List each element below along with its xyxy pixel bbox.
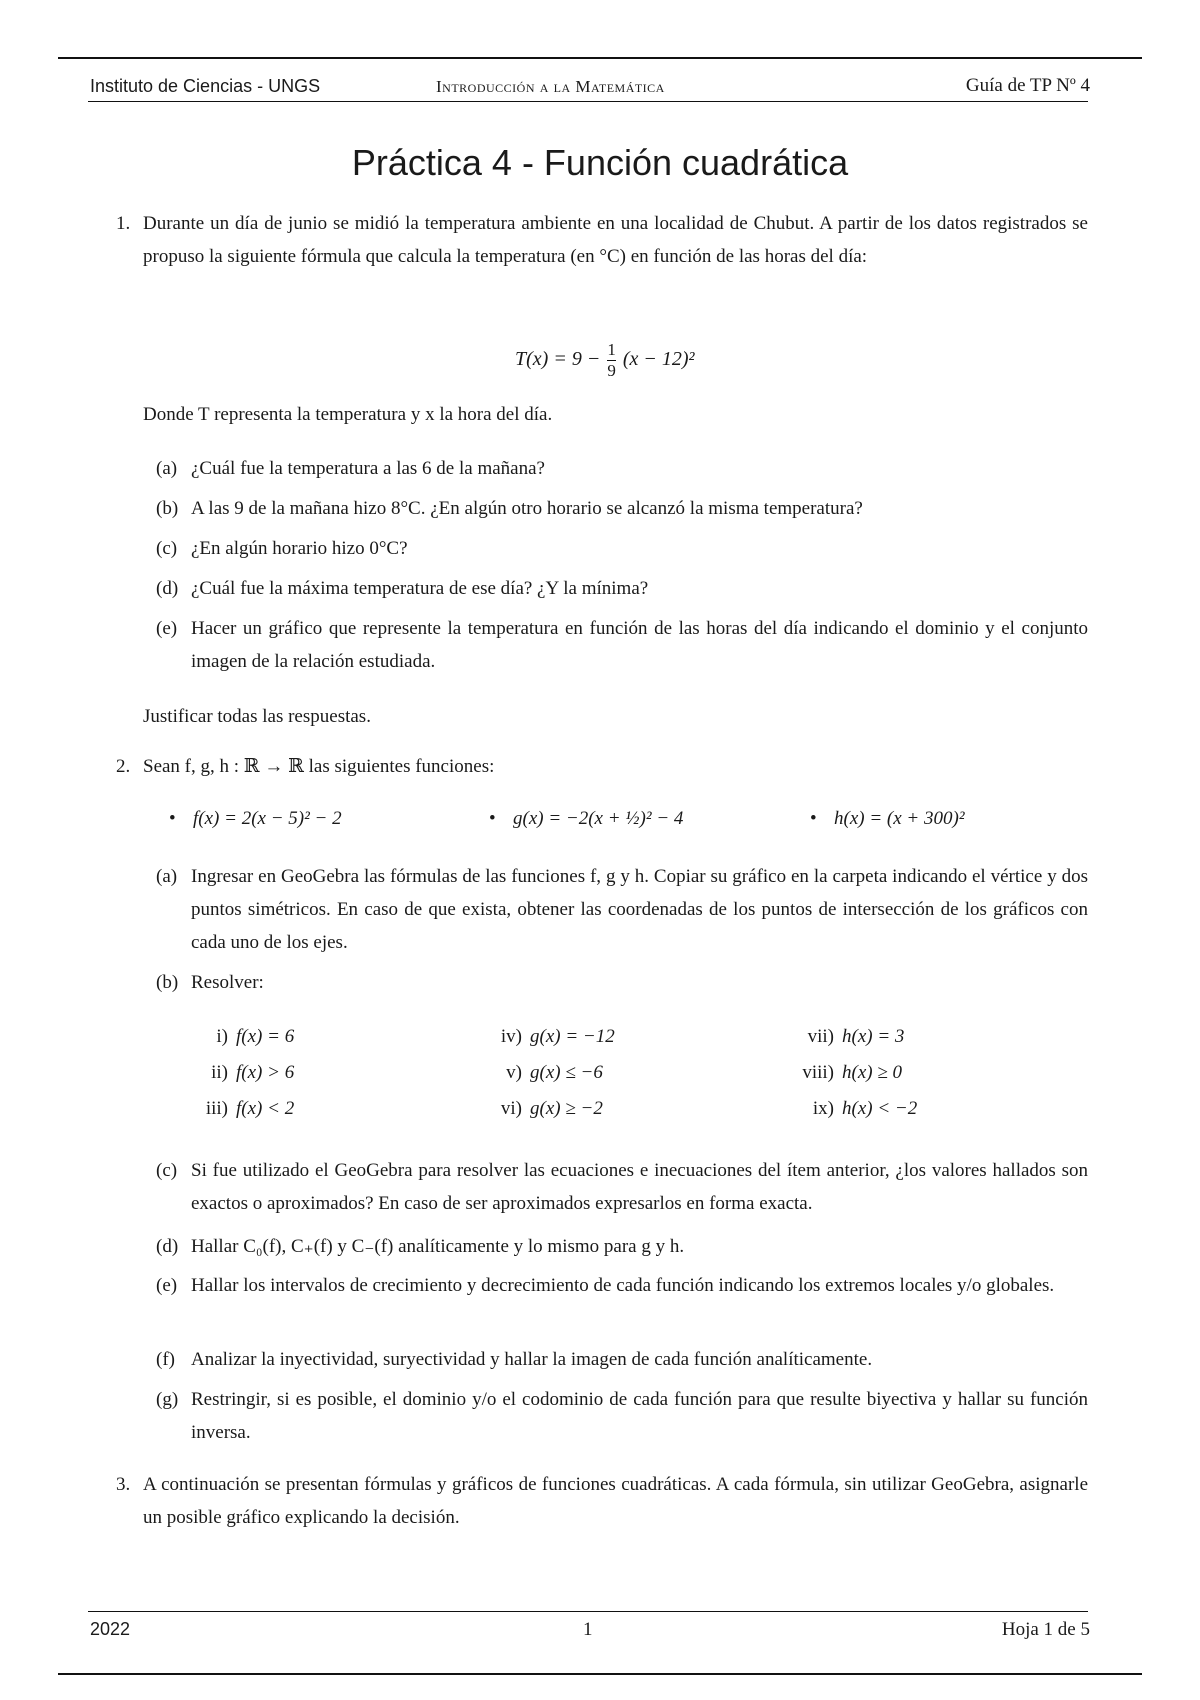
ex2-item-g-text: Restringir, si es posible, el dominio y/o el codominio de cada función para que resulte biyectiva y hallar su función inversa.	[191, 1389, 1088, 1443]
exercise-2-intro-text: Sean f, g, h : ℝ → ℝ las siguientes funciones:	[143, 756, 495, 777]
ex2-item-b-label: (b)	[156, 972, 179, 993]
footer-sheet-count: Hoja 1 de 5	[1001, 1619, 1090, 1640]
page-title: Práctica 4 - Función cuadrática	[351, 142, 849, 183]
ex1-item-c-label: (c)	[156, 538, 178, 559]
exercise-2-intro	[143, 750, 494, 783]
exercise-3-text: A continuación se presentan fórmulas y gráficos de funciones cuadráticas. A cada fórmula, sin utilizar GeoGebra, asignarle un posible gráfico explicando la decisión.	[143, 1474, 1088, 1528]
solve-item: vii) h(x) = 3	[807, 1026, 905, 1047]
function-h: • h(x) = (x + 300)²	[834, 808, 965, 830]
header-top-rule	[58, 57, 1142, 59]
ex1-item-b-label: (b)	[156, 498, 179, 519]
exercise-1-formula	[515, 340, 695, 381]
footer-top-rule	[88, 1611, 1088, 1612]
ex2-item-e-label: (e)	[156, 1275, 178, 1296]
ex2-item-c-text: Si fue utilizado el GeoGebra para resolver las ecuaciones e inecuaciones del ítem anterior, ¿los valores hallados son exactos o aproximados? En caso de ser aproximados expresarlos en forma exacta.	[191, 1160, 1088, 1214]
header-institute: Instituto de Ciencias - UNGS	[90, 76, 321, 96]
ex2-item-b-text: Resolver:	[191, 972, 264, 993]
ex1-item-a-text: ¿Cuál fue la temperatura a las 6 de la mañana?	[191, 458, 545, 479]
ex2-item-a-label: (a)	[156, 866, 178, 887]
footer-bottom-rule	[58, 1673, 1142, 1675]
exercise-1-justify: Justificar todas las respuestas.	[143, 706, 371, 727]
solve-item: iii) f(x) < 2	[205, 1098, 295, 1119]
ex1-item-d-text: ¿Cuál fue la máxima temperatura de ese día? ¿Y la mínima?	[191, 578, 649, 599]
footer-page-number: 1	[583, 1619, 593, 1640]
ex2-item-f-text: Analizar la inyectividad, suryectividad y hallar la imagen de cada función analíticamente.	[191, 1349, 873, 1370]
ex2-item-d-label: (d)	[156, 1236, 179, 1257]
ex1-item-b-text: A las 9 de la mañana hizo 8°C. ¿En algún otro horario se alcanzó la misma temperatura?	[191, 498, 863, 519]
formula-lhs: T(x) = 9 −	[515, 348, 601, 371]
exercise-3-number: 3.	[116, 1474, 131, 1495]
exercise-1-number: 1.	[116, 213, 131, 234]
ex2-item-c-label: (c)	[156, 1160, 178, 1181]
ex1-item-c-text: ¿En algún horario hizo 0°C?	[191, 538, 408, 559]
solve-item: i) f(x) = 6	[216, 1026, 295, 1047]
header-bottom-rule	[88, 101, 1088, 102]
ex2-item-d-text: Hallar C₀(f), C₊(f) y C₋(f) analíticamente y lo mismo para g y h.	[191, 1236, 685, 1257]
ex2-item-g-label: (g)	[156, 1389, 179, 1410]
exercise-1-where: Donde T representa la temperatura y x la hora del día.	[143, 404, 553, 425]
ex2-item-e-text: Hallar los intervalos de crecimiento y decrecimiento de cada función indicando los extremos locales y/o globales.	[191, 1275, 1055, 1296]
solve-item: ix) h(x) < −2	[812, 1098, 918, 1119]
solve-item: v) g(x) ≤ −6	[506, 1062, 603, 1083]
solve-item: iv) g(x) = −12	[500, 1026, 615, 1047]
formula-denominator: 9	[607, 361, 616, 380]
function-g: • g(x) = −2(x + ½)² − 4	[513, 808, 683, 830]
solve-item: viii) h(x) ≥ 0	[802, 1062, 903, 1083]
solve-item: vi) g(x) ≥ −2	[500, 1098, 603, 1119]
exercise-1-intro: Durante un día de junio se midió la temperatura ambiente en una localidad de Chubut. A partir de los datos registrados se propuso la siguiente fórmula que calcula la temperatura (en °C) en función de las horas del día:	[143, 213, 1088, 267]
ex2-item-f-label: (f)	[156, 1349, 175, 1370]
formula-fraction	[607, 340, 616, 381]
formula-rhs: (x − 12)²	[622, 348, 695, 371]
ex1-item-d-label: (d)	[156, 578, 179, 599]
ex2-item-a-text: Ingresar en GeoGebra las fórmulas de las funciones f, g y h. Copiar su gráfico en la carpeta indicando el vértice y dos puntos simétricos. En caso de que exista, obtener las coordenadas de los puntos de intersección de los gráficos con cada uno de los ejes.	[191, 866, 1088, 953]
ex1-item-e-label: (e)	[156, 618, 178, 639]
formula-numerator: 1	[607, 340, 616, 359]
function-f: • f(x) = 2(x − 5)² − 2	[193, 808, 342, 830]
solve-item: ii) f(x) > 6	[211, 1062, 295, 1083]
header-course: Introducción a la Matemática	[436, 77, 665, 96]
ex1-item-e-text: Hacer un gráfico que represente la temperatura en función de las horas del día indicando el dominio y el conjunto imagen de la relación estudiada.	[191, 618, 1088, 672]
footer-year: 2022	[90, 1619, 131, 1639]
ex1-item-a-label: (a)	[156, 458, 178, 479]
exercise-2-number: 2.	[116, 756, 131, 777]
header-guide-number: Guía de TP Nº 4	[965, 75, 1090, 96]
